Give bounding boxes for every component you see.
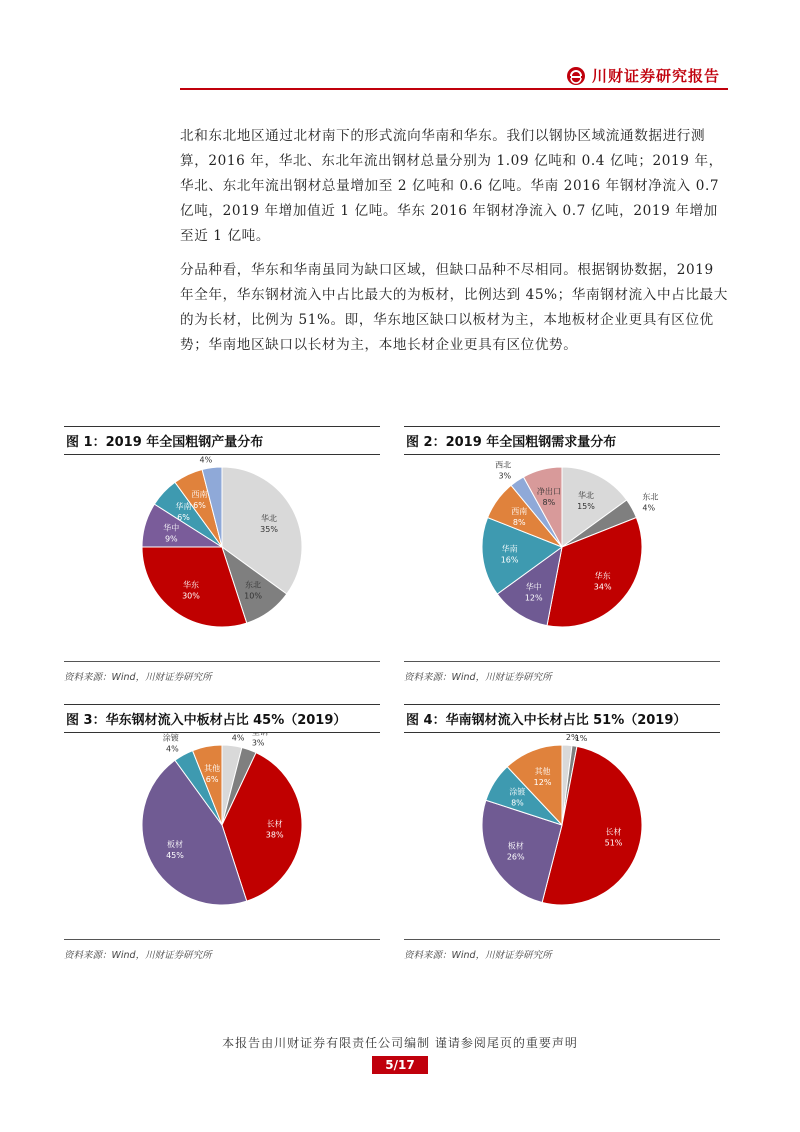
slice-label-4: 板材 xyxy=(507,841,524,851)
slice-value-4: 45% xyxy=(166,850,184,860)
slice-value-3: 30% xyxy=(182,591,200,601)
body-text xyxy=(180,124,728,367)
slice-label-7: 西北 xyxy=(495,460,512,470)
slice-value-3: 38% xyxy=(265,830,284,840)
slice-label-4: 板材 xyxy=(166,839,183,849)
slice-value-2: 3% xyxy=(251,738,265,748)
figure-3-chart xyxy=(64,733,380,911)
slice-value-6: 6% xyxy=(205,775,219,785)
figure-3 xyxy=(64,704,380,961)
page-number: 5/17 xyxy=(372,1056,428,1074)
pie-chart-2 xyxy=(404,455,720,633)
slice-label-3: 华东 xyxy=(182,580,199,590)
slice-value-4: 12% xyxy=(524,593,543,603)
figure-4 xyxy=(404,704,720,961)
pie-chart-1 xyxy=(64,455,380,633)
slice-value-1: 15% xyxy=(577,501,595,511)
paragraph-2: 分品种看，华东和华南虽同为缺口区域，但缺口品种不尽相同。根据钢协数据，2019 年全年，华东钢材流入中占比最大的为板材，比例达到 45%；华南钢材流入中占比最大的为长材，比例为 51%。即，华东地区缺口以板材为主，本地板材企业更具有区位优势；华南地区缺口以长材为主，本地长材企业更具有区位优势。 xyxy=(180,262,728,353)
slice-value-3: 51% xyxy=(604,838,623,848)
figure-3-divider xyxy=(64,911,380,940)
slice-label-6: 西南 xyxy=(191,490,208,500)
slice-label-5: 涂镀 xyxy=(162,733,179,743)
slice-label-6: 其他 xyxy=(534,766,551,776)
figure-2 xyxy=(404,426,720,683)
slice-label-1: 华北 xyxy=(261,514,278,524)
slice-value-6: 12% xyxy=(533,777,552,787)
slice-label-8: 净出口 xyxy=(536,486,561,496)
slice-value-8: 8% xyxy=(542,497,556,507)
slice-value-1: 35% xyxy=(260,525,278,535)
pie-chart-4 xyxy=(404,733,720,911)
slice-value-7: 4% xyxy=(199,455,213,465)
figure-3-source: 资料来源：Wind，川财证券研究所 xyxy=(64,950,212,961)
figure-2-divider xyxy=(404,633,720,662)
slice-label-6: 西南 xyxy=(511,506,528,516)
figure-4-divider xyxy=(404,911,720,940)
slice-value-1: 4% xyxy=(231,733,245,743)
figure-1-divider xyxy=(64,633,380,662)
slice-label-3: 长材 xyxy=(266,819,283,829)
pie-chart-3 xyxy=(64,733,380,911)
slice-label-1: 华北 xyxy=(577,490,594,500)
slice-value-4: 9% xyxy=(164,534,178,544)
slice-label-3: 长材 xyxy=(605,827,622,837)
slice-value-2: 1% xyxy=(574,734,588,744)
slice-value-6: 8% xyxy=(512,517,526,527)
slice-value-2: 10% xyxy=(244,591,262,601)
slice-value-7: 3% xyxy=(498,471,512,481)
figure-2-source: 资料来源：Wind，川财证券研究所 xyxy=(404,672,552,683)
slice-label-2 xyxy=(252,733,268,737)
header-divider xyxy=(180,88,728,90)
figure-1 xyxy=(64,426,380,683)
figure-4-title: 图 4：华南钢材流入中长材占比 51%（2019） xyxy=(404,704,720,733)
slice-label-4: 华中 xyxy=(163,523,180,533)
figure-4-source: 资料来源：Wind，川财证券研究所 xyxy=(404,950,552,961)
slice-label-3: 华东 xyxy=(594,571,611,581)
slice-label-4: 华中 xyxy=(525,582,542,592)
slice-value-6: 6% xyxy=(193,501,206,511)
slice-label-2: 东北 xyxy=(642,492,659,502)
slice-label-2: 东北 xyxy=(245,580,262,590)
figure-2-chart xyxy=(404,455,720,633)
slice-value-3: 34% xyxy=(593,582,612,592)
slice-value-5: 4% xyxy=(166,744,179,754)
slice-label-5: 涂镀 xyxy=(509,787,526,797)
figure-4-chart xyxy=(404,733,720,911)
slice-value-4: 26% xyxy=(506,852,525,862)
slice-value-5: 8% xyxy=(511,798,524,808)
figure-3-title: 图 3：华东钢材流入中板材占比 45%（2019） xyxy=(64,704,380,733)
slice-label-6: 其他 xyxy=(204,764,221,774)
slice-value-1: 2% xyxy=(565,733,579,743)
slice-value-5: 6% xyxy=(177,512,190,522)
slice-value-2: 4% xyxy=(642,503,656,513)
figure-1-source: 资料来源：Wind，川财证券研究所 xyxy=(64,672,212,683)
figure-2-title: 图 2：2019 年全国粗钢需求量分布 xyxy=(404,426,720,455)
footer-disclaimer: 本报告由川财证券有限责任公司编制 谨请参阅尾页的重要声明 xyxy=(222,1036,578,1050)
header-brand: 川财证券研究报告 xyxy=(592,67,721,85)
slice-label-5: 华南 xyxy=(501,544,518,554)
figure-1-title: 图 1：2019 年全国粗钢产量分布 xyxy=(64,426,380,455)
brand-logo-icon xyxy=(566,66,586,86)
figure-1-chart xyxy=(64,455,380,633)
slice-label-5: 华南 xyxy=(175,501,192,511)
slice-value-5: 16% xyxy=(500,555,519,565)
paragraph-1: 北和东北地区通过北材南下的形式流向华南和华东。我们以钢协区域流通数据进行测算，2016 年，华北、东北年流出钢材总量分别为 1.09 亿吨和 0.4 亿吨；2019 年，华北、东北年流出钢材总量增加至 2 亿吨和 0.6 亿吨。华南 2016 年钢材净流入 0.7 亿吨，2019 年增加值近 1 亿吨。华东 2016 年钢材净流入 0.7 亿吨，2019 年增加至近 1 亿吨。 xyxy=(180,128,723,244)
